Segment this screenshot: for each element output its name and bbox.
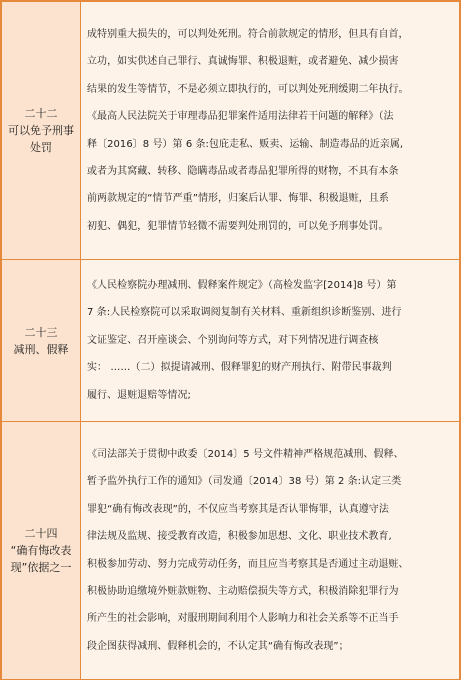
content-line: 《司法部关于贯彻中政委〔2014〕5 号文件精神严格规范减刑、假释、 xyxy=(87,448,404,460)
row-label-cell xyxy=(2,260,81,422)
content-line: 初犯、偶犯，犯罪情节轻微不需要判处刑罚的，可以免予刑事处罚。 xyxy=(87,220,389,232)
content-line: 实： ……（二）拟提请减刑、假释罪犯的财产刑执行、附带民事裁判 xyxy=(87,362,392,374)
content-line: 积极参加劳动、努力完成劳动任务，而且应当考察其是否通过主动退赃、 xyxy=(87,558,409,570)
row-title-line: “确有悔改表 xyxy=(10,544,72,557)
content-line: 罪犯“确有悔改表现”的，不仅应当考察其是否认罪悔罪，认真遵守法 xyxy=(87,503,389,515)
row-title-line: 可以免予刑事 xyxy=(8,124,74,137)
row-content-cell xyxy=(81,422,460,680)
row-title-line: 处罚 xyxy=(30,141,52,154)
content-line: 履行、退赃退赔等情况; xyxy=(87,389,191,401)
row-label xyxy=(11,324,72,358)
table-row xyxy=(2,2,460,260)
table-row xyxy=(2,260,460,422)
table-row xyxy=(2,422,460,680)
row-label-cell xyxy=(2,422,81,680)
content-line: 立功，如实供述自己罪行、真诚悔罪、积极退赃，或者避免、减少损害 xyxy=(87,56,399,68)
content-line: 段企图获得减刑、假释机会的，不认定其“确有悔改表现”； xyxy=(87,640,349,652)
content-line: 《人民检察院办理减刑、假释案件规定》（高检发监字[2014]8 号）第 xyxy=(87,279,397,291)
row-label xyxy=(8,525,75,576)
content-line: 律法规及监规、接受教育改造，积极参加思想、文化、职业技术教育, xyxy=(87,531,392,543)
row-number: 二十二 xyxy=(24,107,58,120)
row-content-cell xyxy=(81,260,460,422)
row-content-cell xyxy=(81,2,460,260)
content-line: 《最高人民法院关于审理毒品犯罪案件适用法律若干问题的解释》（法 xyxy=(87,111,394,123)
row-title-line: 减刑、假释 xyxy=(13,342,69,356)
row-number: 二十四 xyxy=(24,527,58,540)
law-table xyxy=(1,1,460,680)
row-label xyxy=(5,105,77,156)
content-line: 7 条:人民检察院可以采取调阅复制有关材料、重新组织诊断鉴别、进行 xyxy=(87,307,402,319)
content-line: 前两款规定的“情节严重”情形，归案后认罪、悔罪、积极退赃，且系 xyxy=(87,193,389,205)
content-line: 所产生的社会影响，对服刑期间利用个人影响力和社会关系等不正当手 xyxy=(87,613,399,625)
content-line: 结果的发生等情节，不是必须立即执行的，可以判处死刑缓期二年执行。 xyxy=(87,83,409,95)
row-title-line: 现”依据之一 xyxy=(10,561,72,574)
content-line: 释〔2016〕8 号）第 6 条:包庇走私、贩卖、运输、制造毒品的近亲属, xyxy=(87,138,404,150)
content-line: 或者为其窝藏、转移、隐瞒毒品或者毒品犯罪所得的财物，不具有本条 xyxy=(87,165,399,177)
content-line: 成特别重大损失的，可以判处死刑。符合前款规定的情形，但具有自首， xyxy=(87,28,409,40)
content-line: 积极协助追缴境外赃款赃物、主动赔偿损失等方式，积极消除犯罪行为 xyxy=(87,585,399,597)
row-number: 二十三 xyxy=(24,325,58,339)
content-line: 文证鉴定、召开座谈会、个别询问等方式，对下列情况进行调查核 xyxy=(87,334,379,346)
content-line: 暂予监外执行工作的通知》（司发通〔2014〕38 号）第 2 条:认定三类 xyxy=(87,476,402,488)
row-label-cell xyxy=(2,2,81,260)
